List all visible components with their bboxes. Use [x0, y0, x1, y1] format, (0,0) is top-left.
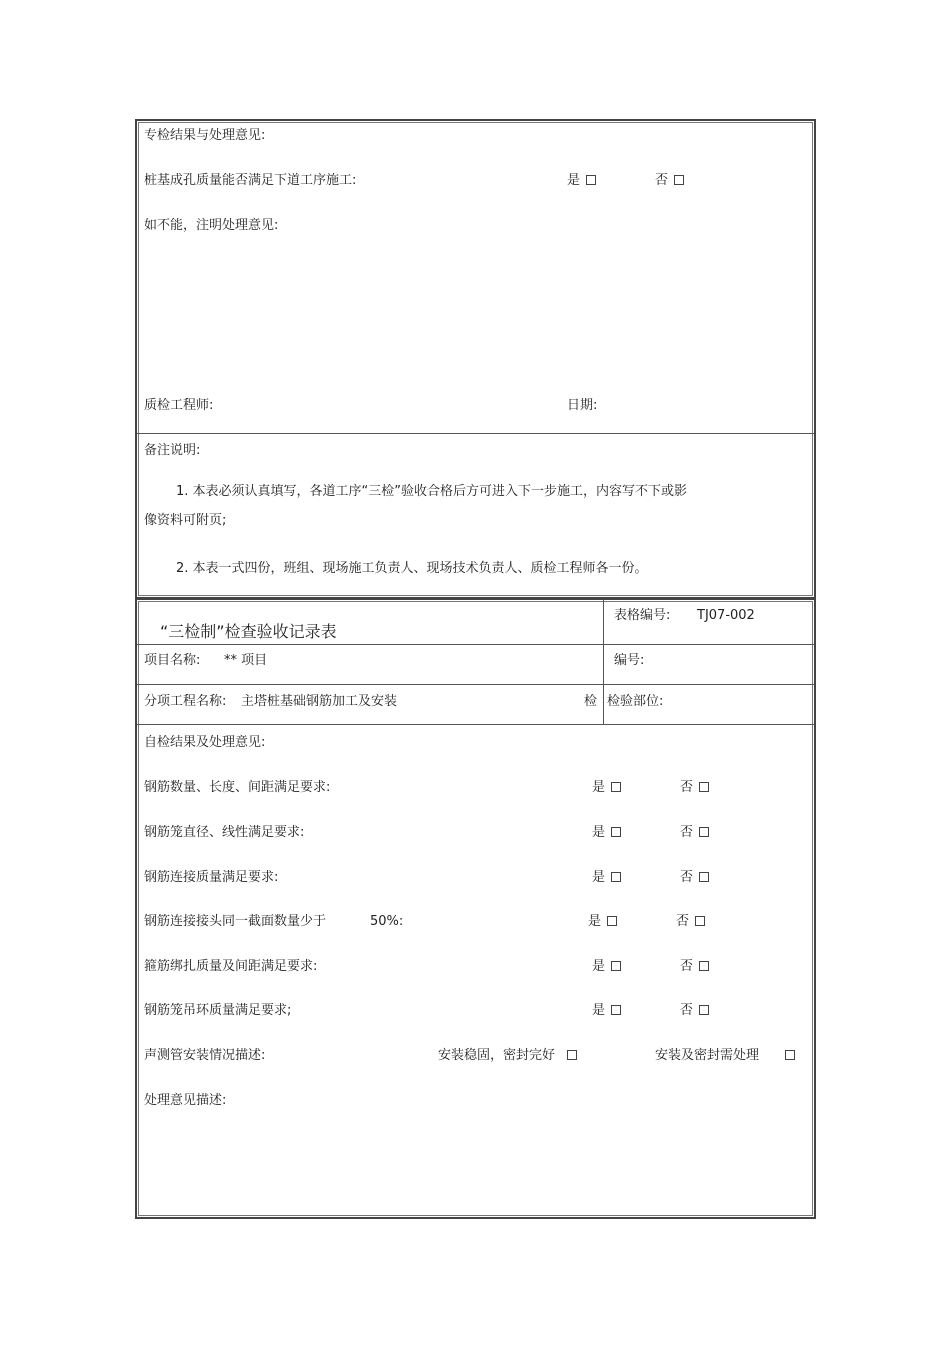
checkbox[interactable]: [699, 782, 709, 792]
sonic-tube-label: 声测管安装情况描述:: [144, 1048, 266, 1063]
yes-label: 是: [567, 173, 581, 188]
checkbox[interactable]: [674, 175, 684, 185]
note-1-line-1: 1. 本表必须认真填写，各道工序“三检”验收合格后方可进入下一步施工，内容写不下或影: [176, 484, 688, 499]
checkbox[interactable]: [699, 872, 709, 882]
yes-option[interactable]: [592, 959, 621, 975]
treatment-label: 处理意见描述:: [144, 1093, 227, 1108]
no-option[interactable]: [676, 914, 705, 930]
no-option[interactable]: [680, 870, 709, 886]
yes-option[interactable]: [592, 780, 621, 796]
check-item-2: 钢筋笼直径、线性满足要求:: [144, 825, 305, 840]
if-not-label: 如不能，注明处理意见:: [144, 218, 279, 233]
inspector-label: 质检工程师:: [144, 398, 214, 413]
note-1-line-2: 像资料可附页;: [144, 513, 227, 528]
yes-label: 是: [592, 780, 606, 795]
checkbox[interactable]: [586, 175, 596, 185]
yes-label: 是: [592, 870, 606, 885]
yes-label: 是: [592, 1003, 606, 1018]
sonic-option-2-label: 安装及密封需处理: [655, 1048, 760, 1063]
check-item-1: 钢筋数量、长度、间距满足要求:: [144, 780, 331, 795]
check-item-3: 钢筋连接质量满足要求:: [144, 870, 279, 885]
no-option[interactable]: [680, 1003, 709, 1019]
check-item-6: 钢筋笼吊环质量满足要求;: [144, 1003, 292, 1018]
check-item-4: 钢筋连接接头同一截面数量少于: [144, 914, 327, 929]
yes-option[interactable]: [588, 914, 617, 930]
percentage-value: 50%:: [370, 914, 404, 929]
checkbox[interactable]: [699, 961, 709, 971]
no-option[interactable]: [655, 173, 684, 189]
no-label: 否: [680, 870, 694, 885]
no-option[interactable]: [680, 959, 709, 975]
question-label: 桩基成孔质量能否满足下道工序施工:: [144, 173, 357, 188]
checkbox[interactable]: [611, 782, 621, 792]
yes-label: 是: [592, 825, 606, 840]
project-name-value: ** 项目: [224, 653, 268, 668]
sonic-option-1[interactable]: [438, 1048, 577, 1064]
sonic-option-2[interactable]: [655, 1048, 795, 1064]
checkbox[interactable]: [611, 961, 621, 971]
no-label: 否: [676, 914, 690, 929]
checkbox[interactable]: [699, 1005, 709, 1015]
yes-label: 是: [592, 959, 606, 974]
checkbox[interactable]: [611, 872, 621, 882]
no-label: 否: [680, 825, 694, 840]
sonic-option-1-label: 安装稳固，密封完好: [438, 1048, 556, 1063]
yes-option[interactable]: [592, 870, 621, 886]
checkbox[interactable]: [611, 1005, 621, 1015]
note-2: 2. 本表一式四份，班组、现场施工负责人、现场技术负责人、质检工程师各一份。: [176, 561, 648, 576]
form-no-value: TJ07-002: [697, 608, 755, 623]
yes-label: 是: [588, 914, 602, 929]
record-form-frame: [135, 598, 816, 1219]
no-label: 否: [680, 780, 694, 795]
no-option[interactable]: [680, 825, 709, 841]
self-check-heading: 自检结果及处理意见:: [144, 735, 266, 750]
notes-heading: 备注说明:: [144, 443, 201, 458]
date-label: 日期:: [567, 398, 598, 413]
checkbox[interactable]: [567, 1050, 577, 1060]
project-name-label: 项目名称:: [144, 653, 201, 668]
checkbox[interactable]: [695, 916, 705, 926]
form-no-label: 表格编号:: [614, 608, 671, 623]
divider-notes: [137, 433, 814, 434]
check-char: 检: [584, 694, 598, 709]
no-label: 否: [680, 1003, 694, 1018]
checkbox[interactable]: [699, 827, 709, 837]
divider-row-1: [137, 644, 814, 645]
form-title: “三检制”检查验收记录表: [160, 622, 337, 641]
yes-option[interactable]: [592, 825, 621, 841]
inspection-location-label: 检验部位:: [607, 694, 664, 709]
subitem-label: 分项工程名称:: [144, 694, 227, 709]
yes-option[interactable]: [592, 1003, 621, 1019]
divider-row-2: [137, 684, 814, 685]
number-label: 编号:: [614, 653, 645, 668]
subitem-value: 主塔桩基础钢筋加工及安装: [241, 694, 398, 709]
checkbox[interactable]: [785, 1050, 795, 1060]
no-label: 否: [680, 959, 694, 974]
checkbox[interactable]: [607, 916, 617, 926]
no-label: 否: [655, 173, 669, 188]
inspection-result-frame: [135, 119, 816, 599]
yes-option[interactable]: [567, 173, 596, 189]
section-heading: 专检结果与处理意见:: [144, 128, 266, 143]
divider-row-3: [137, 724, 814, 725]
check-item-5: 箍筋绑扎质量及间距满足要求:: [144, 959, 318, 974]
checkbox[interactable]: [611, 827, 621, 837]
no-option[interactable]: [680, 780, 709, 796]
column-divider: [603, 600, 604, 724]
